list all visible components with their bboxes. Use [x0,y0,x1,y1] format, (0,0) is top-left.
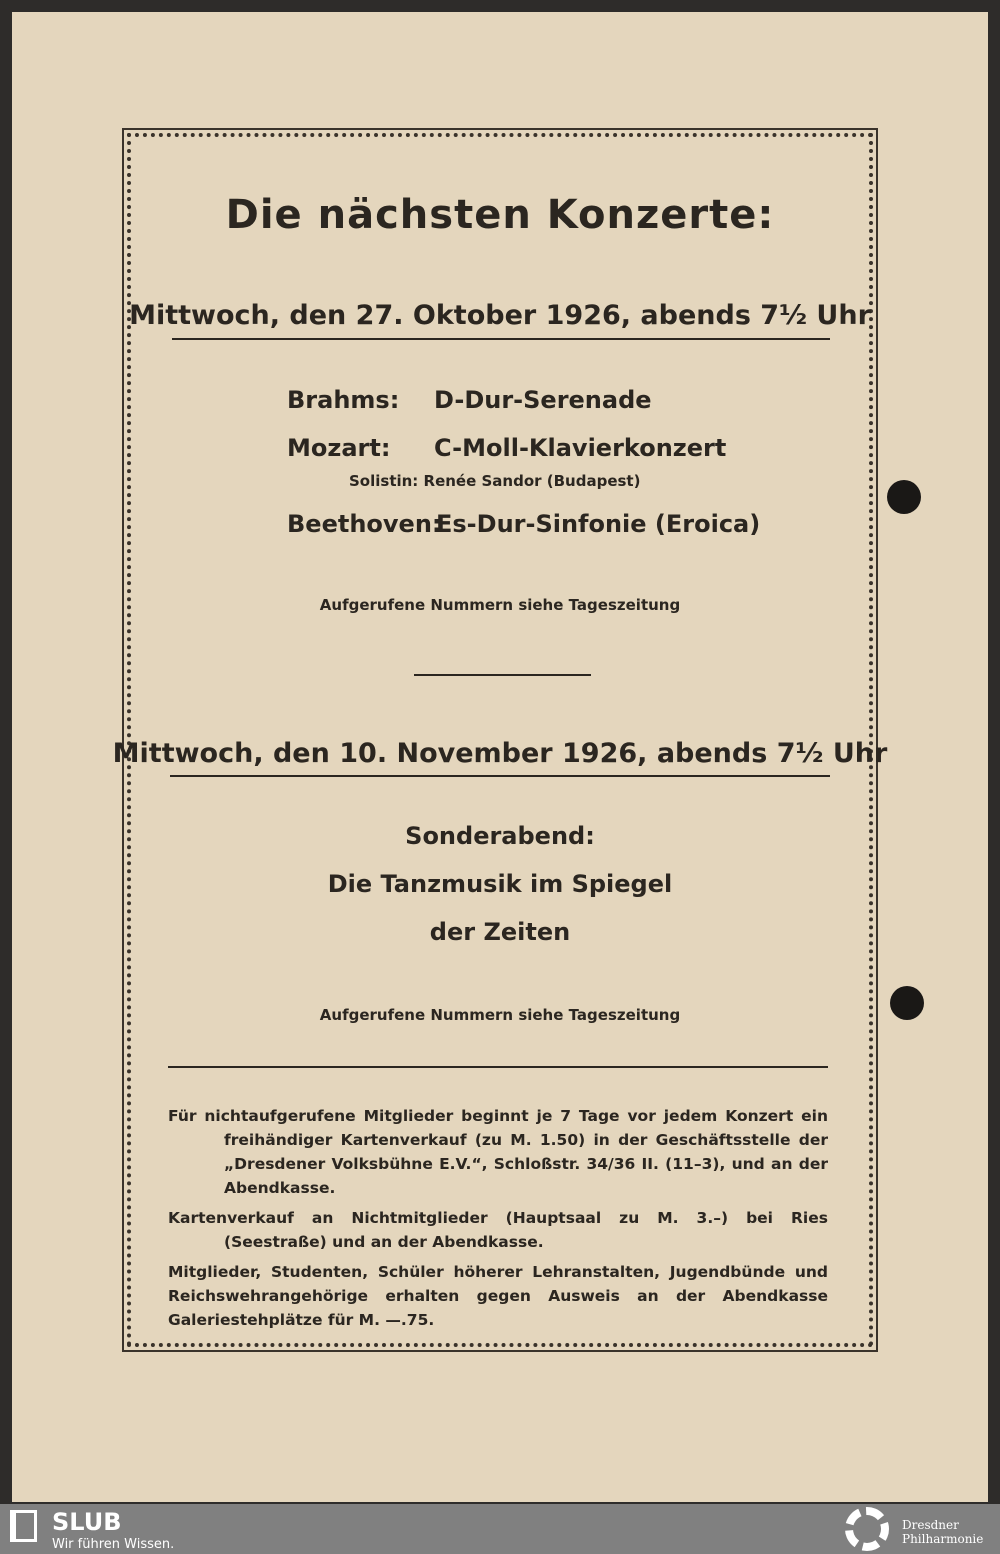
divider [172,338,830,340]
concert2-note: Aufgerufene Nummern siehe Tageszeitung [319,1006,681,1024]
info-paragraph: Für nichtaufgerufene Mitglieder beginnt je 7 Tage vor jedem Konzert ein freihändiger Kartenverkauf (zu M. 1.50) in der Geschäftsstelle der „Dresdener Volksbühne E.V.“, Schloßstr. 34/36 II. (11–3), und an der Abendkasse. [168,1107,828,1197]
slub-tagline: Wir führen Wissen. [52,1537,175,1552]
concert1-date: Mittwoch, den 27. Oktober 1926, abends 7½ Uhr [129,300,871,331]
info-paragraph: Kartenverkauf an Nichtmitglieder (Hauptsaal zu M. 3.–) bei Ries (Seestraße) und an der Abendkasse. [168,1209,828,1251]
divider [414,674,591,676]
ticket-info [168,1104,828,1338]
partner-line: Dresdner [902,1518,959,1532]
concert2-line: Sonderabend: [405,822,595,850]
punch-hole [887,480,921,514]
composer: Mozart: [287,434,391,462]
work: C-Moll-Klavierkonzert [434,434,727,462]
work: Es-Dur-Sinfonie (Eroica) [436,510,761,538]
composer: Brahms: [287,386,400,414]
philharmonie-logo-icon [845,1507,889,1551]
partner-line: Philharmonie [902,1532,984,1546]
work: D-Dur-Serenade [434,386,652,414]
slub-logo-text[interactable]: SLUB [52,1508,122,1536]
composer: Beethoven: [287,510,442,538]
concert2-date: Mittwoch, den 10. November 1926, abends 7½ Uhr [112,738,888,769]
page-title: Die nächsten Konzerte: [225,192,775,238]
concert1-note: Aufgerufene Nummern siehe Tageszeitung [319,596,681,614]
soloist: Solistin: Renée Sandor (Budapest) [349,472,641,490]
divider [168,1066,828,1068]
info-paragraph: Mitglieder, Studenten, Schüler höherer Lehranstalten, Jugendbünde und Reichswehrangehörige erhalten gegen Ausweis an der Abendkasse Galeriestehplätze für M. —.75. [168,1263,828,1329]
footer-bar [0,1504,1000,1554]
concert2-line: der Zeiten [429,918,571,946]
concert2-line: Die Tanzmusik im Spiegel [327,870,673,898]
slub-book-icon [10,1510,37,1542]
partner-name[interactable] [902,1518,983,1546]
divider [170,775,830,777]
